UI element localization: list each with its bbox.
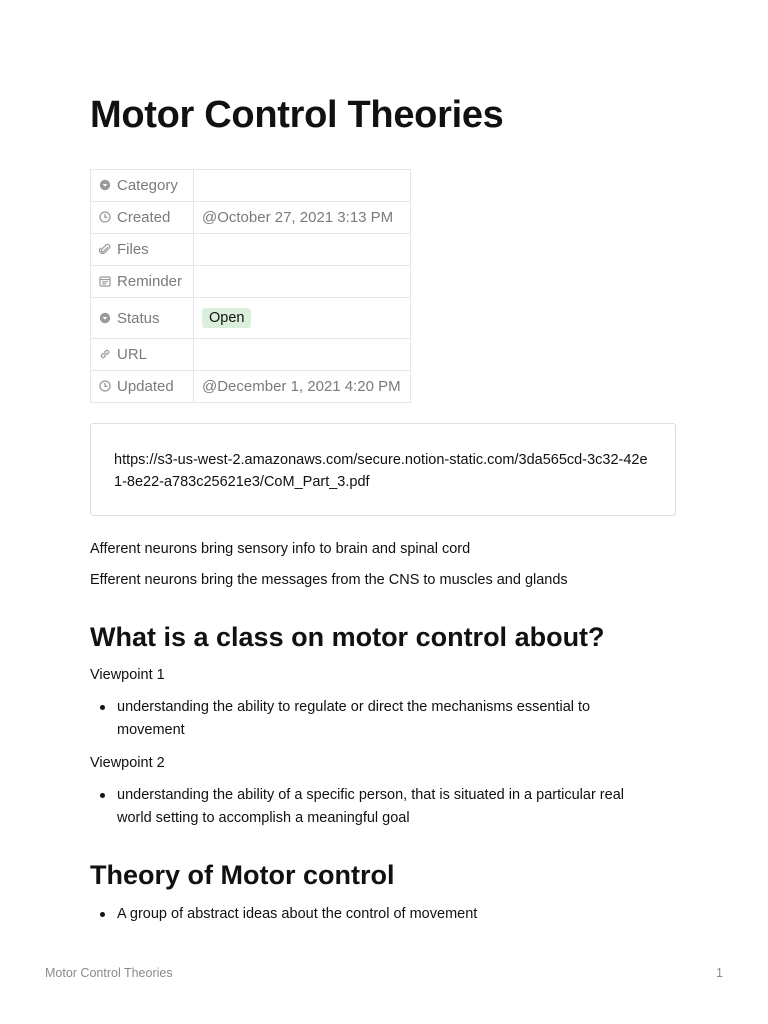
property-key: URL	[117, 346, 148, 363]
property-key-cell	[91, 339, 194, 371]
property-row-category	[91, 170, 411, 202]
property-key-cell	[91, 170, 194, 202]
category-icon	[99, 312, 111, 324]
footer-doc-title: Motor Control Theories	[45, 966, 173, 980]
property-value[interactable]	[194, 339, 411, 371]
property-value[interactable]	[194, 170, 411, 202]
category-icon	[99, 179, 111, 191]
property-value[interactable]: @December 1, 2021 4:20 PM	[194, 371, 411, 403]
property-key: Reminder	[117, 273, 183, 290]
properties-table	[90, 169, 411, 403]
property-value[interactable]	[194, 266, 411, 298]
list-item: understanding the ability to regulate or direct the mechanisms essential to movement	[117, 696, 657, 741]
property-row-files	[91, 234, 411, 266]
property-key: Created	[117, 209, 171, 226]
list-item: understanding the ability of a specific person, that is situated in a particular real world setting to accomplish a meaningful goal	[117, 784, 657, 829]
property-key: Category	[117, 177, 178, 194]
section-heading-theory: Theory of Motor control	[90, 860, 395, 890]
status-badge[interactable]: Open	[202, 308, 251, 328]
footer-page-number: 1	[716, 966, 723, 980]
list-item: A group of abstract ideas about the control of movement	[117, 903, 657, 926]
file-link-block[interactable]	[90, 423, 676, 516]
file-link[interactable]: https://s3-us-west-2.amazonaws.com/secure.notion-static.com/3da565cd-3c32-42e1-8e22-a783c25621e3/CoM_Part_3.pdf	[114, 452, 648, 490]
property-key: Updated	[117, 378, 174, 395]
property-key-cell	[91, 298, 194, 339]
property-row-reminder	[91, 266, 411, 298]
property-key-cell	[91, 234, 194, 266]
property-row-updated	[91, 371, 411, 403]
viewpoint-label: Viewpoint 2	[90, 755, 165, 771]
viewpoint-label: Viewpoint 1	[90, 667, 165, 683]
calendar-icon	[99, 275, 111, 287]
property-value[interactable]	[194, 234, 411, 266]
property-key-cell	[91, 202, 194, 234]
page-title: Motor Control Theories	[90, 94, 504, 136]
paragraph-efferent: Efferent neurons bring the messages from the CNS to muscles and glands	[90, 572, 568, 588]
property-key-cell	[91, 266, 194, 298]
section-heading-class-about: What is a class on motor control about?	[90, 622, 605, 652]
property-value-cell[interactable]	[194, 298, 411, 339]
clock-icon	[99, 380, 111, 392]
property-key: Files	[117, 241, 149, 258]
property-key: Status	[117, 309, 160, 327]
property-row-created	[91, 202, 411, 234]
property-row-url	[91, 339, 411, 371]
link-icon	[99, 348, 111, 360]
paperclip-icon	[99, 243, 111, 255]
property-row-status	[91, 298, 411, 339]
clock-icon	[99, 211, 111, 223]
property-value[interactable]: @October 27, 2021 3:13 PM	[194, 202, 411, 234]
paragraph-afferent: Afferent neurons bring sensory info to brain and spinal cord	[90, 541, 471, 557]
property-key-cell	[91, 371, 194, 403]
